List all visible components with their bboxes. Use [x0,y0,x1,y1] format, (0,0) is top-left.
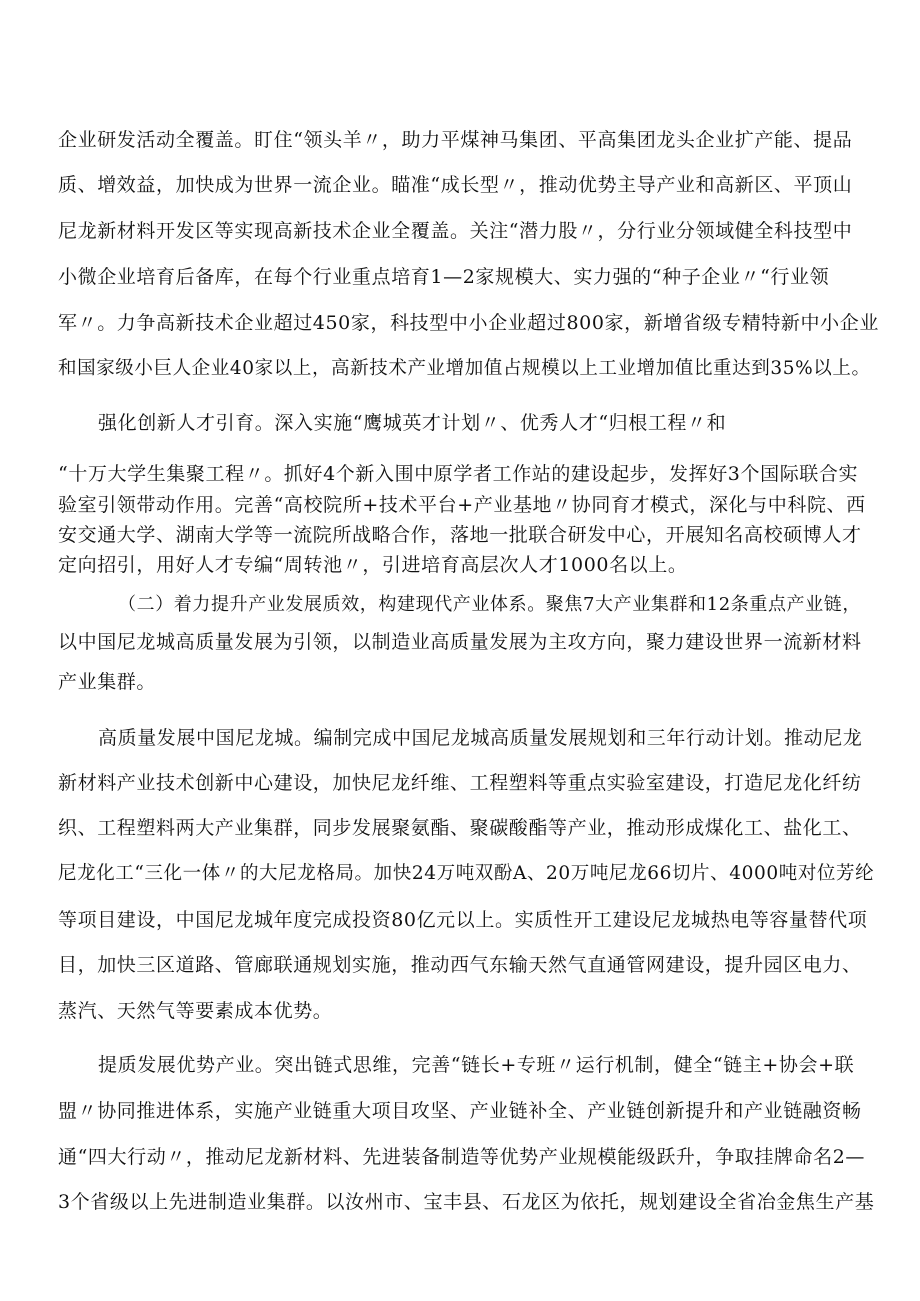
text-line: 质、增效益，加快成为世界一流企业。瞄准“成长型〃，推动优势主导产业和高新区、平顶山 [58,174,853,196]
text-line: 强化创新人才引育。深入实施“鹰城英才计划〃、优秀人才“归根工程〃和 [98,412,727,434]
text-line: 以中国尼龙城高质量发展为引领，以制造业高质量发展为主攻方向，聚力建设世界一流新材料 [58,631,862,653]
text-line: 织、工程塑料两大产业集群，同步发展聚氨酯、聚碳酸酯等产业，推动形成煤化工、盐化工、 [58,817,862,839]
text-line: 提质发展优势产业。突出链式思维，完善“链长+专班〃运行机制，健全“链主+协会+联 [98,1054,855,1076]
text-line: 小微企业培育后备库，在每个行业重点培育1—2家规模大、实力强的“种子企业〃“行业领 [58,266,830,288]
text-line: 和国家级小巨人企业40家以上，高新技术产业增加值占规模以上工业增加值比重达到35%以上。 [58,358,871,379]
text-line: 安交通大学、湖南大学等一流院所战略合作，落地一批联合研发中心，开展知名高校硕博人才 [58,524,862,546]
text-line: 军〃。力争高新技术企业超过450家，科技型中小企业超过800家，新增省级专精特新中小企业 [58,312,879,334]
text-line: 高质量发展中国尼龙城。编制完成中国尼龙城高质量发展规划和三年行动计划。推动尼龙 [98,727,863,749]
text-line: （二）着力提升产业发展质效，构建现代产业体系。聚焦7大产业集群和12条重点产业链， [118,594,861,615]
text-line: 等项目建设，中国尼龙城年度完成投资80亿元以上。实质性开工建设尼龙城热电等容量替代项 [58,909,868,931]
text-line: “十万大学生集聚工程〃。抓好4个新入围中原学者工作站的建设起步，发挥好3个国际联合实 [58,463,859,485]
text-line: 蒸汽、天然气等要素成本优势。 [58,1000,333,1022]
text-line: 尼龙化工“三化一体〃的大尼龙格局。加快24万吨双酚A、20万吨尼龙66切片、4000吨对位芳纶 [58,863,875,884]
text-line: 目，加快三区道路、管廊联通规划实施，推动西气东输天然气直通管网建设，提升园区电力、 [58,954,862,976]
text-line: 产业集群。 [58,671,157,693]
text-line: 企业研发活动全覆盖。盯住“领头羊〃，助力平煤神马集团、平高集团龙头企业扩产能、提品 [58,129,853,151]
text-line: 盟〃协同推进体系，实施产业链重大项目攻坚、产业链补全、产业链创新提升和产业链融资畅 [58,1100,862,1122]
text-line: 尼龙新材料开发区等实现高新技术企业全覆盖。关注“潜力股〃，分行业分领域健全科技型中 [58,220,853,242]
text-line: 定向招引，用好人才专编“周转池〃，引进培育高层次人才1000名以上。 [58,554,688,576]
text-line: 新材料产业技术创新中心建设，加快尼龙纤维、工程塑料等重点实验室建设，打造尼龙化纤纺 [58,772,862,794]
text-line: 验室引领带动作用。完善“高校院所+技术平台+产业基地〃协同育才模式，深化与中科院、西 [58,494,866,516]
text-line: 通“四大行动〃，推动尼龙新材料、先进装备制造等优势产业规模能级跃升，争取挂牌命名2— [58,1146,866,1168]
text-line: 3个省级以上先进制造业集群。以汝州市、宝丰县、石龙区为依托，规划建设全省冶金焦生产基 [58,1191,875,1213]
